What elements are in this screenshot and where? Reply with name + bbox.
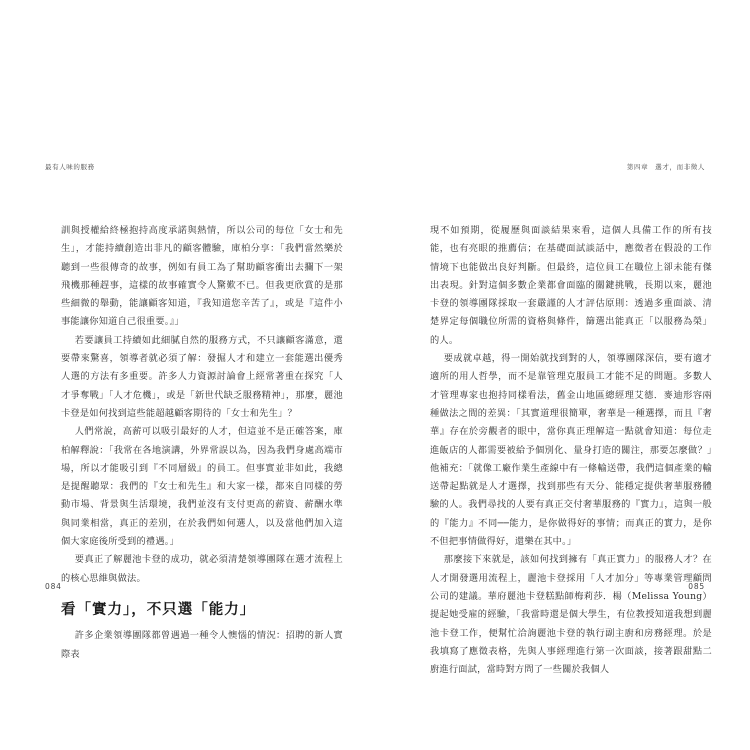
running-header-right: 第四章 選才，而非徵人	[626, 163, 705, 171]
running-header-left: 最有人味的服務	[45, 163, 95, 171]
left-body-text	[61, 222, 343, 664]
paragraph: 那麼接下來就是，該如何找到擁有「真正實力」的服務人才？在人才開發選用流程上，麗池卡登採用「人才加分」等專業管理顧問公司的建議。華府麗池卡登糕點師梅莉莎．楊（Melissa Young）提起她受雇的經驗，「我當時還是個大學生，有位教授知道我想到麗池卡登工作，便幫忙洽詢麗池卡登的執行副主廚和房務經理。於是我填寫了應徵表格，先與人事經理進行第一次面談，接著跟甜點二廚進行面試，當時對方問了一些關於我個人	[430, 554, 712, 676]
paragraph: 要真正了解麗池卡登的成功，就必須清楚領導團隊在選才流程上的核心思維與做法。	[61, 554, 343, 584]
page-number-right: 085	[688, 582, 705, 591]
paragraph: 現不如預期，從履歷與面談結果來看，這個人具備工作的所有技能，也有亮眼的推薦信；在基礎面試談話中，應徵者在假設的工作情境下也能做出良好判斷。但最終，這位員工在職位上卻未能有傑出表現。針對這個多數企業都會面臨的關鍵挑戰，長期以來，麗池卡登的領導團隊採取一套嚴謹的人才評估原則：透過多重面談、清楚界定每個職位所需的資格與條件，篩選出能真正「以服務為榮」的人。	[430, 225, 712, 346]
paragraph: 若要讓員工持續如此細膩自然的服務方式，不只讓顧客滿意，還要帶來驚喜，領導者就必須了解：發掘人才和建立一套能選出優秀人選的方法有多重要。許多人力資源討論會上經常著重在探究「人才爭奪戰」「人才危機」，或是「新世代缺乏服務精神」，那麼，麗池卡登是如何找到這些能超越顧客期待的「女士和先生」？	[61, 334, 343, 419]
right-body-text	[430, 222, 712, 679]
paragraph: 要成就卓越，得一開始就找到對的人，領導團隊深信，要有適才適所的用人哲學，而不是靠管理克服員工才能不足的問題。多數人才管理專家也抱持同樣看法，舊金山地區總經理艾德．麥迪形容兩種做法之間的差異：「其實道理很簡單，奢華是一種選擇，而且『奢華』存在於旁觀者的眼中，當你真正理解這一點就會知道：每位走進飯店的人都需要被給予個別化、量身打造的關注，那要怎麼做？」他補充：「就像工廠作業生產線中有一條輸送帶，我們這個產業的輸送帶起點就是人才選擇，找到那些有天分、能穩定提供奢華服務體驗的人。我們尋找的人要有真正交付奢華服務的『實力』，這與一般的『能力』不同──能力，是你做得好的事情；而真正的實力，是你不但把事情做得好，還樂在其中。」	[430, 353, 712, 548]
page-number-left: 084	[45, 582, 62, 591]
paragraph: 人們常說，高薪可以吸引最好的人才，但這並不是正確答案，庫柏解釋說：「我常在各地演講，外界常誤以為，因為我們身處高端市場，所以才能吸引到『不同層級』的員工。但事實並非如此，我總是提醒聽眾：我們的『女士和先生』和大家一樣，都來自同樣的勞動市場、背景與生活環境，我們並沒有支付更高的薪資、薪酬水準與同業相當，真正的差別，在於我們如何選人，以及當他們加入這個大家庭後所受到的禮遇。」	[61, 426, 343, 548]
section-heading: 看「實力」，不只選「能力」	[61, 600, 256, 618]
right-page	[375, 0, 750, 750]
paragraph: 許多企業領導團隊都曾遇過一種令人懊惱的情況：招聘的新人實際表	[61, 630, 343, 660]
paragraph: 訓與授權給終極抱持高度承諾與熱情，所以公司的每位「女士和先生」，才能持續創造出非凡的顧客體驗，庫柏分享：「我們當然樂於聽到一些很傳奇的故事，例如有員工為了幫助顧客衝出去攔下一架飛機那種趕事，這樣的故事確實令人驚歎不已。但我更欣賞的是那些細微的舉動，能讓顧客知道，『我知道您辛苦了』，或是『這件小事能讓你知道自己很重要。』」	[61, 225, 343, 328]
